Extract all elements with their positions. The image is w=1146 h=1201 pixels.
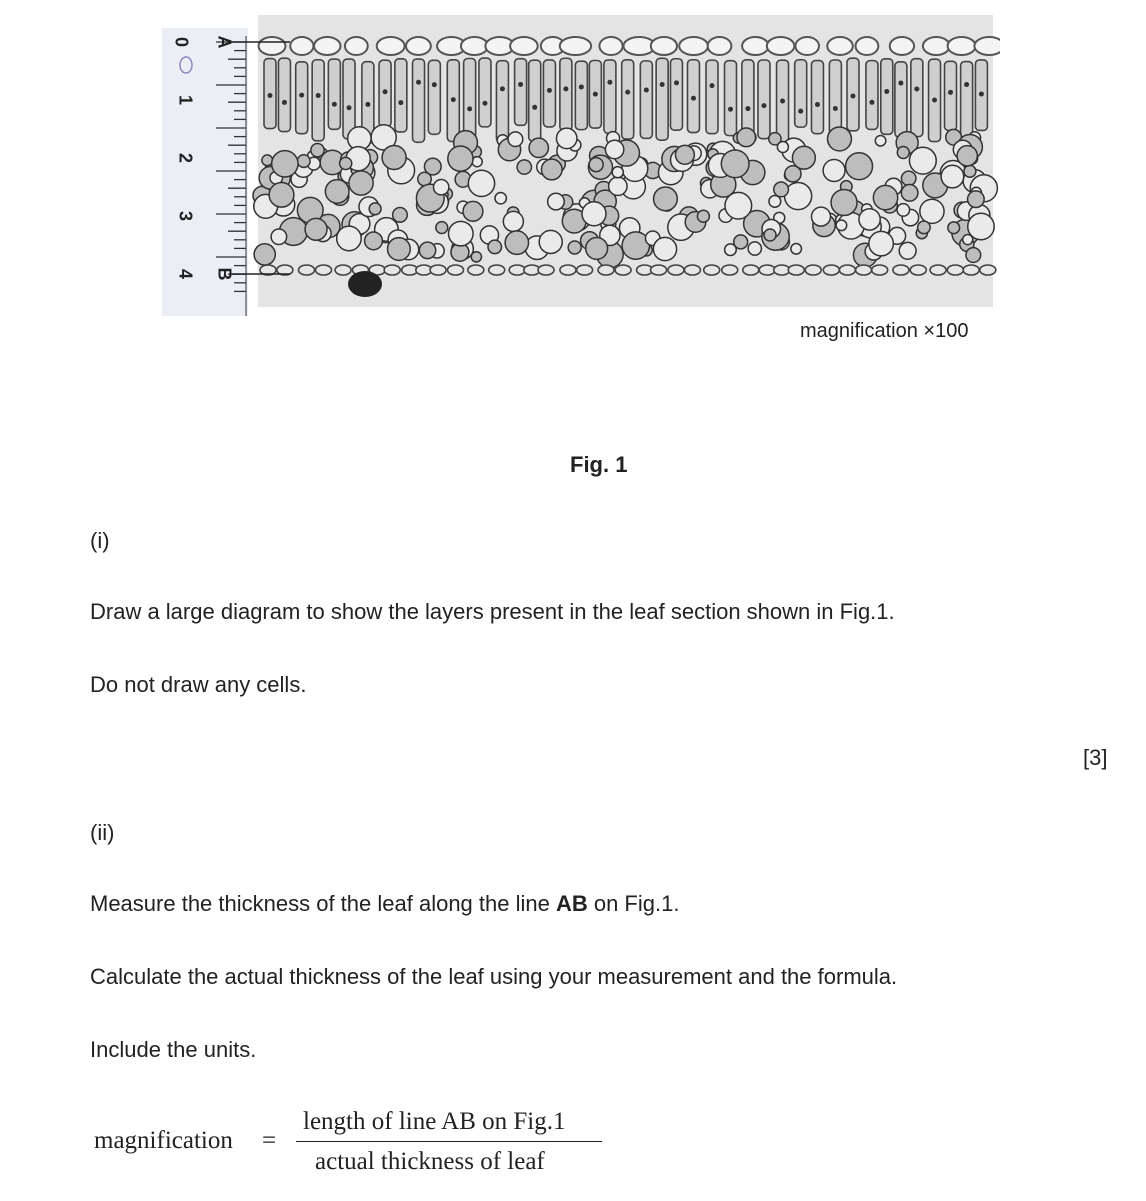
leaf-cell [343, 59, 355, 139]
leaf-cell [948, 37, 976, 55]
leaf-cell [831, 190, 857, 216]
leaf-cell [365, 232, 383, 250]
leaf-cell [898, 81, 903, 86]
part-i-instruction-2: Do not draw any cells. [90, 672, 307, 697]
leaf-cell [805, 265, 821, 275]
leaf-cell [710, 83, 715, 88]
leaf-cell [586, 237, 608, 259]
leaf-cell [448, 265, 464, 275]
leaf-cell [785, 166, 801, 182]
leaf-cell [503, 211, 523, 231]
leaf-cell [974, 37, 1000, 55]
part-ii-instruction-3: Include the units. [90, 1037, 257, 1062]
leaf-cell [432, 82, 437, 87]
leaf-cell [651, 37, 677, 55]
leaf-cell [305, 218, 327, 240]
leaf-cell [725, 192, 752, 219]
leaf-cell [881, 59, 893, 134]
leaf-cell [488, 240, 501, 253]
leaf-cell [532, 105, 537, 110]
leaf-cell [518, 82, 523, 87]
leaf-cell [660, 82, 665, 87]
leaf-cell [742, 37, 768, 55]
ruler-label-0: 0 [171, 36, 192, 48]
leaf-cell [777, 141, 788, 152]
leaf-section-figure [160, 12, 1000, 322]
instruction-bold-ab: AB [555, 891, 588, 916]
leaf-cell [461, 37, 488, 55]
leaf-cell [622, 60, 634, 139]
formula-lhs: magnification [94, 1127, 233, 1154]
leaf-cell [436, 222, 448, 234]
leaf-cell [468, 170, 494, 196]
leaf-cell [745, 106, 750, 111]
leaf-cell [914, 86, 919, 91]
leaf-cell [332, 102, 337, 107]
leaf-cell [312, 60, 324, 141]
leaf-cell [890, 37, 914, 55]
point-a-label: A [214, 35, 235, 49]
leaf-cell [278, 58, 290, 131]
leaf-cell [923, 37, 950, 55]
leaf-cell [575, 61, 587, 129]
leaf-cell [909, 147, 936, 174]
leaf-cell [599, 37, 622, 55]
leaf-cell [316, 93, 321, 98]
leaf-cell [430, 265, 446, 275]
leaf-cell [579, 84, 584, 89]
leaf-cell [875, 135, 886, 146]
leaf-cell [419, 242, 435, 258]
leaf-cell [653, 237, 676, 260]
leaf-cell [674, 80, 679, 85]
leaf-cell [340, 157, 352, 169]
leaf-cell [748, 242, 761, 255]
leaf-cell [529, 138, 548, 157]
leaf-cell [966, 248, 981, 263]
leaf-cell [416, 80, 421, 85]
leaf-cell [593, 92, 598, 97]
leaf-cell [869, 100, 874, 105]
leaf-cell [901, 171, 915, 185]
leaf-cell [489, 265, 505, 275]
leaf-cell [500, 86, 505, 91]
leaf-cell [604, 60, 616, 133]
leaf-cell [963, 265, 979, 275]
formula-numerator: length of line AB on Fig.1 [303, 1108, 566, 1135]
leaf-cell [268, 93, 273, 98]
leaf-cell [708, 37, 732, 55]
leaf-cell [829, 60, 841, 134]
leaf-cell [269, 182, 294, 207]
leaf-cell [582, 202, 606, 226]
leaf-cell [568, 241, 581, 254]
leaf-cell [684, 265, 700, 275]
leaf-cell [961, 62, 973, 138]
leaf-cell [589, 158, 603, 172]
leaf-cell [337, 226, 362, 251]
leaf-cell [811, 207, 830, 226]
leaf-cell [644, 88, 649, 93]
part-i-instruction-1: Draw a large diagram to show the layers present in the leaf section shown in Fig.1. [90, 599, 895, 624]
leaf-cell [505, 231, 528, 254]
leaf-cell [398, 100, 403, 105]
leaf-cell [625, 90, 630, 95]
leaf-cell [815, 102, 820, 107]
leaf-cell [393, 208, 408, 223]
leaf-cell [859, 209, 880, 230]
leaf-cell [957, 146, 977, 166]
leaf-cell [434, 180, 449, 195]
leaf-cell [897, 204, 910, 217]
leaf-cell [479, 58, 491, 127]
leaf-cell [911, 59, 923, 137]
leaf-cell [560, 265, 576, 275]
leaf-cell [448, 221, 473, 246]
leaf-cell [948, 90, 953, 95]
part-ii-label: (ii) [90, 820, 115, 845]
leaf-cell [640, 61, 652, 139]
ruler-label-3: 3 [175, 210, 196, 222]
leaf-cell [759, 265, 775, 275]
leaf-cell [299, 265, 315, 275]
leaf-cell [704, 265, 720, 275]
leaf-cell [282, 100, 287, 105]
leaf-cell [897, 147, 909, 159]
leaf-cell [467, 106, 472, 111]
leaf-cell [795, 60, 807, 127]
leaf-cell [823, 265, 839, 275]
leaf-cell [299, 93, 304, 98]
leaf-cell [349, 171, 373, 195]
leaf-cell [722, 265, 738, 275]
leaf-cell [468, 265, 484, 275]
leaf-cell [328, 59, 340, 129]
leaf-cell [347, 105, 352, 110]
leaf-cell [515, 59, 527, 126]
leaf-cell [850, 94, 855, 99]
leaf-cell [463, 201, 483, 221]
leaf-cell [780, 99, 785, 104]
leaf-cell [325, 180, 349, 204]
leaf-cell [563, 86, 568, 91]
leaf-cell [290, 37, 313, 55]
leaf-cell [296, 62, 308, 134]
leaf-cell [945, 61, 957, 130]
ruler-label-2: 2 [175, 152, 196, 164]
leaf-cell [388, 238, 411, 261]
leaf-cell [691, 96, 696, 101]
leaf-cell [656, 58, 668, 140]
leaf-cell [464, 59, 476, 139]
leaf-cell [856, 265, 872, 275]
leaf-cell [884, 89, 889, 94]
leaf-cell [316, 265, 332, 275]
leaf-cell [607, 80, 612, 85]
leaf-cell [873, 185, 897, 209]
marks-allocation: [3] [1083, 745, 1108, 770]
leaf-cell [743, 265, 759, 275]
leaf-cell [539, 230, 562, 253]
leaf-cell [737, 128, 756, 147]
leaf-cell [866, 61, 878, 130]
leaf-cell [721, 150, 749, 178]
figure-label: Fig. 1 [570, 452, 628, 477]
leaf-cell [728, 107, 733, 112]
leaf-cell [828, 127, 852, 151]
leaf-cell [448, 146, 473, 171]
leaf-cell [833, 106, 838, 111]
leaf-cell [941, 165, 964, 188]
leaf-cell [697, 210, 709, 222]
ruler-label-1: 1 [175, 94, 196, 106]
leaf-cell [365, 102, 370, 107]
leaf-cell [605, 140, 623, 158]
leaf-cell [901, 185, 918, 202]
leaf-cell [767, 37, 794, 55]
leaf-cell [314, 37, 340, 55]
leaf-cell [963, 235, 973, 245]
leaf-cell [869, 231, 894, 256]
leaf-cell [529, 60, 541, 141]
leaf-cell [836, 220, 847, 231]
leaf-cell [679, 37, 708, 55]
leaf-cell [615, 265, 631, 275]
leaf-cell [827, 37, 853, 55]
leaf-cell [930, 265, 946, 275]
leaf-cell [795, 37, 819, 55]
leaf-cell [791, 244, 802, 255]
leaf-cell [670, 59, 682, 130]
leaf-cell [964, 82, 969, 87]
leaf-cell [451, 97, 456, 102]
formula-denominator: actual thickness of leaf [315, 1148, 545, 1175]
leaf-cell [548, 193, 565, 210]
leaf-cell [271, 229, 287, 245]
leaf-cell [910, 265, 926, 275]
leaf-cell [725, 244, 737, 256]
leaf-cell [509, 265, 525, 275]
leaf-cell [675, 145, 694, 164]
leaf-cell [932, 97, 937, 102]
leaf-cell [311, 144, 324, 157]
leaf-cell [556, 128, 576, 148]
leaf-cell [413, 59, 425, 142]
leaf-cell [706, 60, 718, 134]
leaf-cell [543, 60, 555, 127]
leaf-cell [541, 159, 562, 180]
instruction-text: Measure the thickness of the leaf along the line [90, 891, 556, 916]
leaf-cell [259, 37, 286, 55]
leaf-cell [980, 265, 996, 275]
leaf-cell [798, 109, 803, 114]
leaf-cell [560, 58, 572, 130]
part-ii-instruction-2: Calculate the actual thickness of the leaf using your measurement and the formula. [90, 964, 898, 989]
leaf-cell [964, 165, 976, 177]
leaf-cell [510, 37, 538, 55]
leaf-cell [846, 153, 873, 180]
leaf-cell [823, 160, 845, 182]
leaf-cell [406, 37, 431, 55]
leaf-cell [788, 265, 804, 275]
leaf-cell [254, 244, 275, 265]
magnification-caption: magnification ×100 [800, 320, 969, 342]
leaf-cell [899, 242, 916, 259]
leaf-cell [947, 265, 963, 275]
leaf-cell [348, 271, 382, 297]
formula-equals: = [262, 1127, 277, 1154]
leaf-cell [297, 155, 310, 168]
leaf-cell [612, 167, 623, 178]
leaf-cell [495, 193, 506, 204]
leaf-cell [383, 89, 388, 94]
leaf-cell [654, 187, 678, 211]
leaf-cell [839, 265, 855, 275]
leaf-cell [651, 265, 667, 275]
leaf-cell [979, 92, 984, 97]
leaf-cell [893, 265, 909, 275]
leaf-cell [764, 229, 776, 241]
leaf-cell [345, 37, 368, 55]
leaf-cell [517, 160, 531, 174]
leaf-cell [577, 265, 593, 275]
leaf-cell [598, 265, 614, 275]
leaf-cell [482, 101, 487, 106]
leaf-cell [538, 265, 554, 275]
leaf-cell [920, 199, 944, 223]
leaf-cell [725, 61, 737, 136]
ruler-label-4: 4 [175, 268, 196, 280]
leaf-cell [369, 203, 381, 215]
leaf-cell [774, 182, 789, 197]
leaf-cell [668, 265, 684, 275]
leaf-cell [774, 265, 790, 275]
leaf-cell [395, 59, 407, 132]
part-ii-instruction-1 [90, 891, 679, 917]
leaf-cell [335, 265, 351, 275]
instruction-text-end: on Fig.1. [587, 891, 680, 916]
leaf-cell [856, 37, 879, 55]
leaf-cell [918, 221, 931, 234]
leaf-cell [428, 60, 440, 134]
leaf-cell [761, 103, 766, 108]
point-b-label: B [214, 267, 235, 281]
leaf-cell [948, 222, 960, 234]
leaf-cell [609, 177, 627, 195]
leaf-cell [384, 265, 400, 275]
leaf-cell [382, 145, 406, 169]
leaf-cell [895, 62, 907, 137]
leaf-cell [508, 132, 523, 147]
leaf-cell [758, 60, 770, 139]
leaf-cell [272, 151, 298, 177]
fraction-bar [296, 1141, 602, 1142]
part-i-label: (i) [90, 528, 110, 553]
leaf-cell [547, 88, 552, 93]
leaf-cell [560, 37, 591, 55]
leaf-cell [968, 191, 985, 208]
leaf-cell [811, 61, 823, 134]
leaf-cell [377, 37, 405, 55]
leaf-cell [872, 265, 888, 275]
leaf-cell [496, 61, 508, 143]
